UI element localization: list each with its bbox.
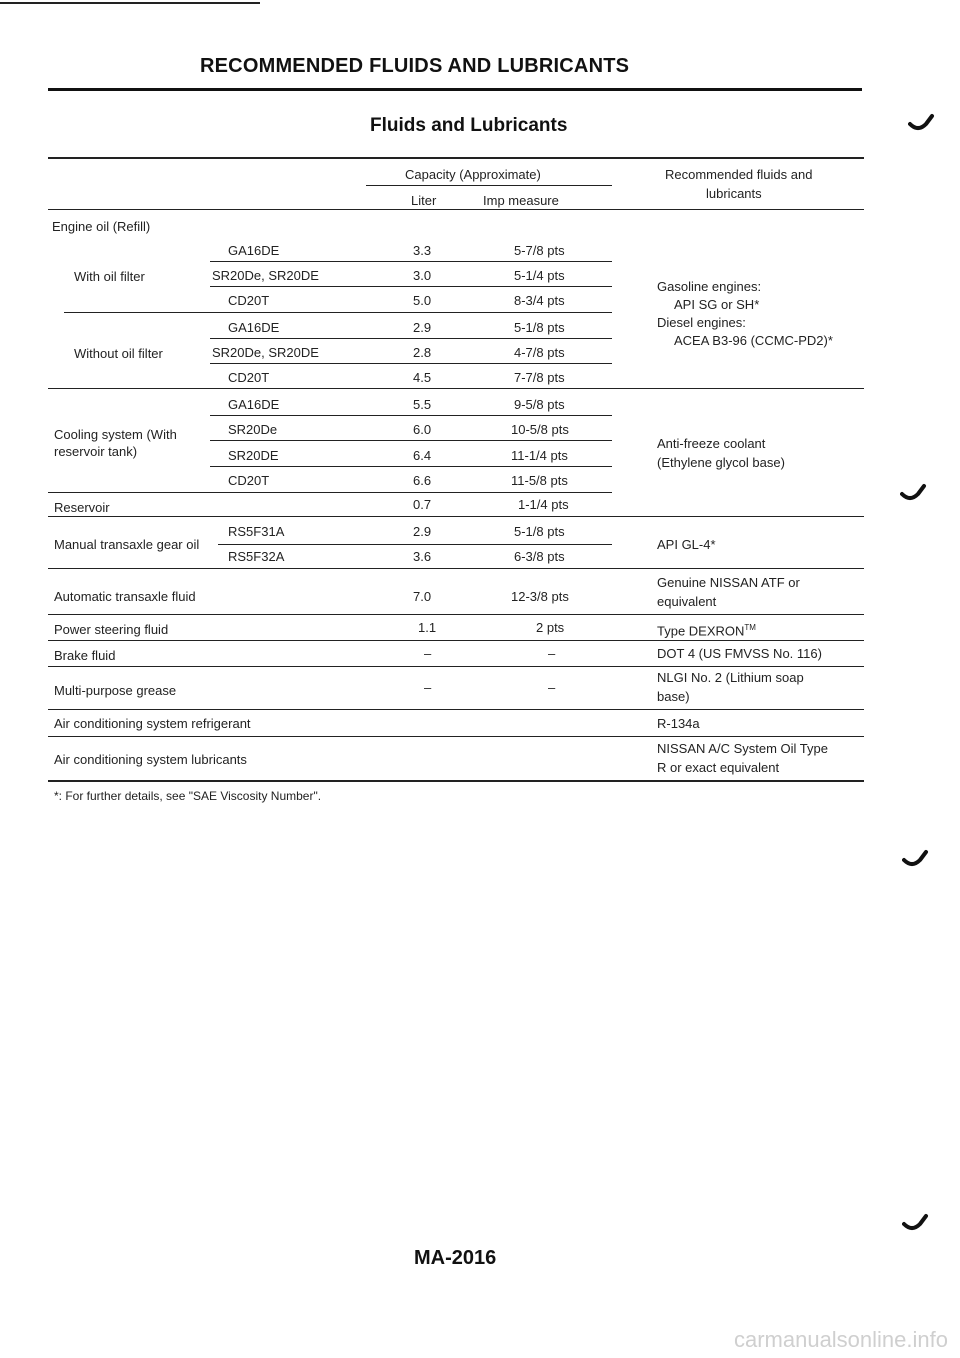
table-cell-liter: 3.3	[413, 243, 432, 258]
manual-transaxle-label: Manual transaxle gear oil	[54, 537, 200, 552]
ac-lubricant-rec-1: NISSAN A/C System Oil Type	[657, 741, 828, 756]
section-rule	[48, 640, 864, 641]
table-cell-imp: 10-5/8 pts	[511, 422, 569, 437]
grease-rec-2: base)	[657, 689, 690, 704]
section-title: Fluids and Lubricants	[370, 115, 568, 136]
table-cell-imp: –	[548, 680, 556, 695]
row-rule	[210, 440, 612, 441]
table-cell-liter: 7.0	[413, 589, 432, 604]
table-cell-imp: 6-3/8 pts	[514, 549, 565, 564]
section-rule	[48, 568, 864, 569]
row-rule	[210, 286, 612, 287]
cooling-label-2: reservoir tank)	[54, 444, 138, 459]
liter-header: Liter	[411, 193, 437, 208]
table-cell-model: CD20T	[228, 293, 270, 308]
engine-oil-rec-4: ACEA B3-96 (CCMC-PD2)*	[674, 333, 833, 348]
table-cell-imp: –	[548, 646, 556, 661]
table-cell-imp: 1-1/4 pts	[518, 497, 569, 512]
without-oil-filter-label: Without oil filter	[74, 346, 163, 361]
table-cell-liter: 5.5	[413, 397, 432, 412]
recommended-header-2: lubricants	[706, 186, 762, 201]
table-cell-imp: 11-5/8 pts	[511, 473, 568, 488]
table-cell-imp: 4-7/8 pts	[514, 345, 565, 360]
table-cell-liter: 3.6	[413, 549, 432, 564]
table-cell-liter: 2.9	[413, 320, 432, 335]
section-rule	[48, 516, 864, 517]
row-rule	[210, 363, 612, 364]
table-top-rule	[48, 157, 864, 159]
engine-oil-rec-1: Gasoline engines:	[657, 279, 762, 294]
section-rule	[48, 614, 864, 615]
capacity-rule	[366, 185, 612, 186]
table-cell-liter: 2.9	[413, 524, 432, 539]
table-cell-imp: 5-7/8 pts	[514, 243, 565, 258]
section-rule	[48, 388, 864, 389]
table-cell-imp: 5-1/4 pts	[514, 268, 565, 283]
ac-refrigerant-rec: R-134a	[657, 716, 700, 731]
table-cell-imp: 2 pts	[536, 620, 565, 635]
atf-label: Automatic transaxle fluid	[54, 589, 196, 604]
row-rule	[48, 492, 612, 493]
section-rule	[48, 709, 864, 710]
table-cell-model: CD20T	[228, 473, 270, 488]
imp-header: Imp measure	[483, 193, 559, 208]
power-steering-rec: Type DEXRON™	[657, 623, 756, 639]
table-cell-model: GA16DE	[228, 397, 280, 412]
table-cell-model: CD20T	[228, 370, 270, 385]
grease-label: Multi-purpose grease	[54, 683, 177, 698]
engine-oil-rec-3: Diesel engines:	[657, 315, 746, 330]
table-cell-liter: 6.0	[413, 422, 432, 437]
table-cell-model: GA16DE	[228, 243, 280, 258]
engine-oil-rec-2: API SG or SH*	[674, 297, 760, 312]
binding-tick-icon	[902, 1212, 930, 1236]
binding-tick-icon	[902, 848, 930, 872]
section-rule	[48, 666, 864, 667]
row-rule	[210, 261, 612, 262]
table-cell-model: RS5F31A	[228, 524, 285, 539]
row-rule	[210, 466, 612, 467]
table-cell-model: SR20De, SR20DE	[212, 345, 319, 360]
page-number: MA-2016	[414, 1247, 497, 1269]
grease-rec-1: NLGI No. 2 (Lithium soap	[657, 670, 804, 685]
row-rule	[210, 415, 612, 416]
capacity-header: Capacity (Approximate)	[405, 167, 541, 182]
table-cell-model: SR20DE	[228, 448, 279, 463]
table-cell-imp: 11-1/4 pts	[511, 448, 568, 463]
table-cell-liter: 0.7	[413, 497, 432, 512]
with-oil-filter-label: With oil filter	[74, 269, 145, 284]
table-cell-imp: 12-3/8 pts	[511, 589, 569, 604]
page-header: RECOMMENDED FLUIDS AND LUBRICANTS	[200, 55, 630, 77]
table-cell-imp: 8-3/4 pts	[514, 293, 565, 308]
cooling-rec-1: Anti-freeze coolant	[657, 436, 766, 451]
cooling-rec-2: (Ethylene glycol base)	[657, 455, 785, 470]
table-cell-liter: 6.4	[413, 448, 432, 463]
footnote: *: For further details, see "SAE Viscosity Number".	[54, 789, 322, 803]
atf-rec-1: Genuine NISSAN ATF or	[657, 575, 800, 590]
recommended-header-1: Recommended fluids and	[665, 167, 813, 182]
table-cell-liter: –	[424, 680, 432, 695]
manual-transaxle-rec: API GL-4*	[657, 537, 716, 552]
ac-lubricant-rec-2: R or exact equivalent	[657, 760, 780, 775]
top-edge-line	[0, 2, 260, 4]
row-rule	[64, 312, 612, 313]
watermark: carmanualsonline.info	[733, 1327, 948, 1352]
binding-tick-icon	[900, 482, 928, 506]
table-cell-imp: 5-1/8 pts	[514, 524, 565, 539]
power-steering-label: Power steering fluid	[54, 622, 169, 637]
header-rule	[48, 88, 862, 91]
row-rule	[210, 338, 612, 339]
table-bottom-rule	[48, 780, 864, 782]
table-cell-liter: 4.5	[413, 370, 432, 385]
table-cell-liter: 3.0	[413, 268, 432, 283]
table-cell-liter: 5.0	[413, 293, 432, 308]
table-cell-liter: 6.6	[413, 473, 432, 488]
ac-lubricant-label: Air conditioning system lubricants	[54, 752, 247, 767]
cooling-label-1: Cooling system (With	[54, 427, 177, 442]
brake-fluid-rec: DOT 4 (US FMVSS No. 116)	[657, 646, 822, 661]
header-bottom-rule	[48, 209, 864, 210]
table-cell-liter: 1.1	[418, 620, 437, 635]
table-cell-model: SR20De	[228, 422, 278, 437]
row-rule	[218, 544, 612, 545]
engine-oil-label: Engine oil (Refill)	[52, 219, 151, 234]
table-cell-liter: –	[424, 646, 432, 661]
table-cell-liter: 2.8	[413, 345, 432, 360]
table-cell-imp: 7-7/8 pts	[514, 370, 565, 385]
table-cell-model: RS5F32A	[228, 549, 285, 564]
atf-rec-2: equivalent	[657, 594, 717, 609]
binding-tick-icon	[908, 112, 936, 136]
brake-fluid-label: Brake fluid	[54, 648, 116, 663]
table-cell-model: SR20De, SR20DE	[212, 268, 319, 283]
ac-refrigerant-label: Air conditioning system refrigerant	[54, 716, 251, 731]
reservoir-label: Reservoir	[54, 500, 110, 515]
table-cell-imp: 5-1/8 pts	[514, 320, 565, 335]
section-rule	[48, 736, 864, 737]
table-cell-model: GA16DE	[228, 320, 280, 335]
table-cell-imp: 9-5/8 pts	[514, 397, 565, 412]
